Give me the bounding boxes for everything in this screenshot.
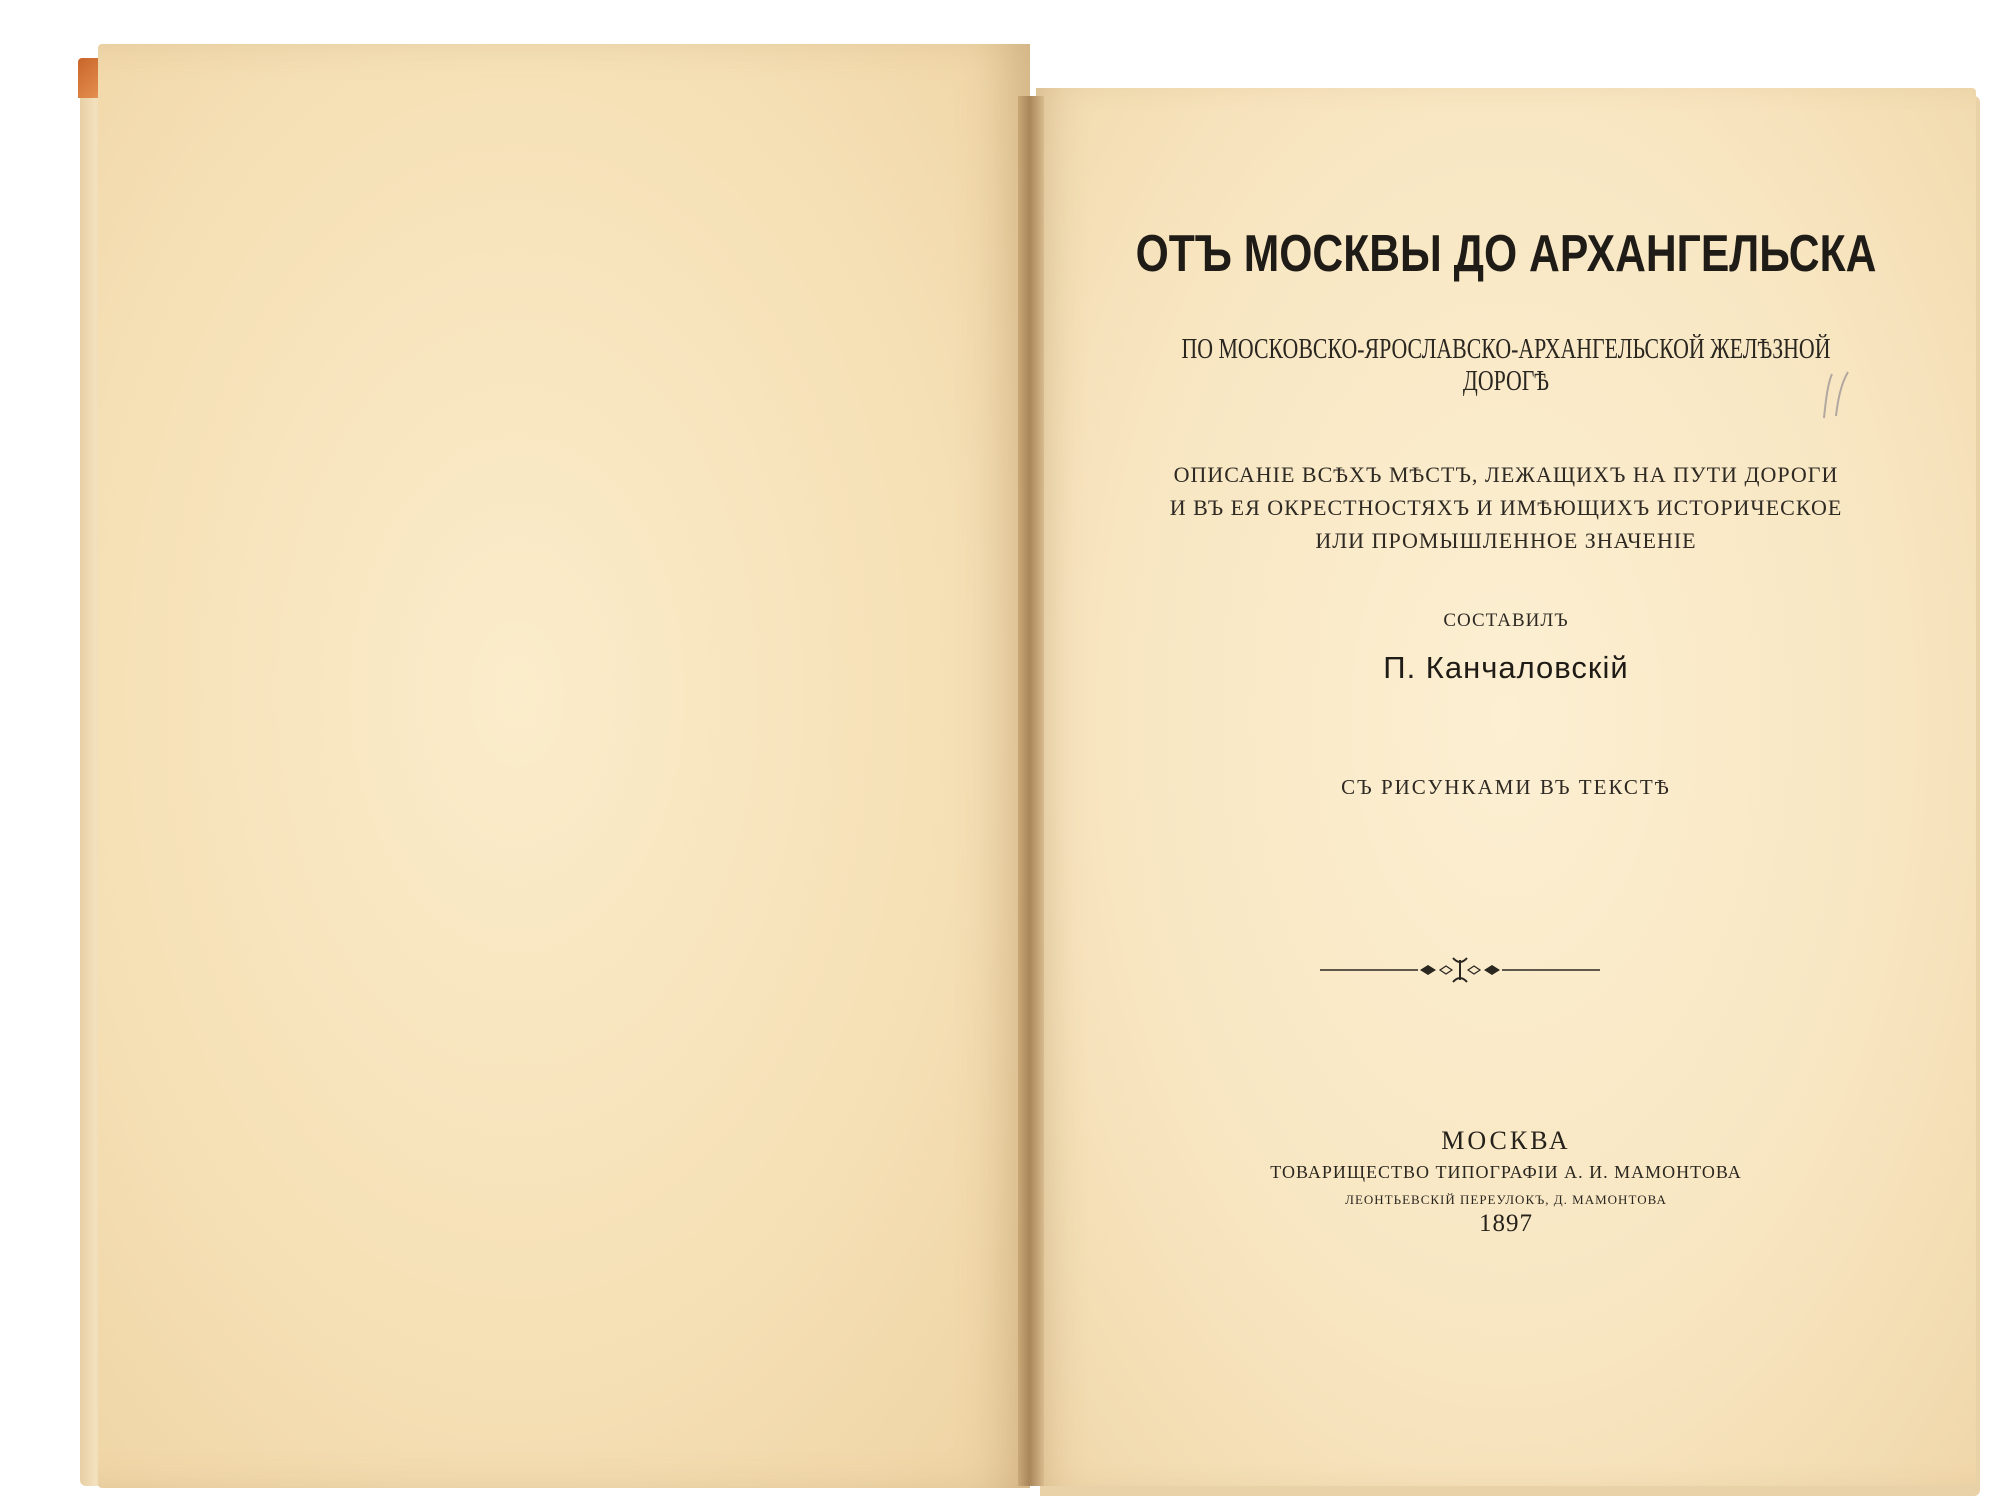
description-line: ОПИСАНІЕ ВСѢХЪ МѢСТЪ, ЛЕЖАЩИХЪ НА ПУТИ ДОРОГИ bbox=[1173, 462, 1839, 487]
description-line: И ВЪ ЕЯ ОКРЕСТНОСТЯХЪ И ИМѢЮЩИХЪ ИСТОРИЧЕСКОЕ bbox=[1169, 495, 1843, 520]
imprint-year: 1897 bbox=[1479, 1210, 1533, 1237]
book-description bbox=[1036, 458, 1976, 557]
compiled-by-label: СОСТАВИЛЪ bbox=[1443, 610, 1569, 631]
left-blank-page bbox=[98, 44, 1030, 1488]
pencil-mark-icon bbox=[1818, 368, 1854, 428]
author-name: П. Канчаловскій bbox=[1383, 650, 1629, 685]
ornament-divider-icon bbox=[1320, 955, 1600, 985]
imprint-address: ЛЕОНТЬЕВСКІЙ ПЕРЕУЛОКЪ, Д. МАМОНТОВА bbox=[1345, 1192, 1667, 1207]
book-subtitle: ПО МОСКОВСКО-ЯРОСЛАВСКО-АРХАНГЕЛЬСКОЙ ЖЕЛѢЗНОЙ ДОРОГѢ bbox=[1181, 334, 1831, 397]
description-line: ИЛИ ПРОМЫШЛЕННОЕ ЗНАЧЕНІЕ bbox=[1315, 528, 1697, 553]
book-title: ОТЪ МОСКВЫ ДО АРХАНГЕЛЬСКА bbox=[1135, 225, 1877, 283]
imprint-city: МОСКВА bbox=[1441, 1126, 1571, 1155]
imprint-publisher: ТОВАРИЩЕСТВО ТИПОГРАФІИ А. И. МАМОНТОВА bbox=[1270, 1162, 1742, 1182]
illustrations-note: СЪ РИСУНКАМИ ВЪ ТЕКСТѢ bbox=[1341, 775, 1671, 799]
